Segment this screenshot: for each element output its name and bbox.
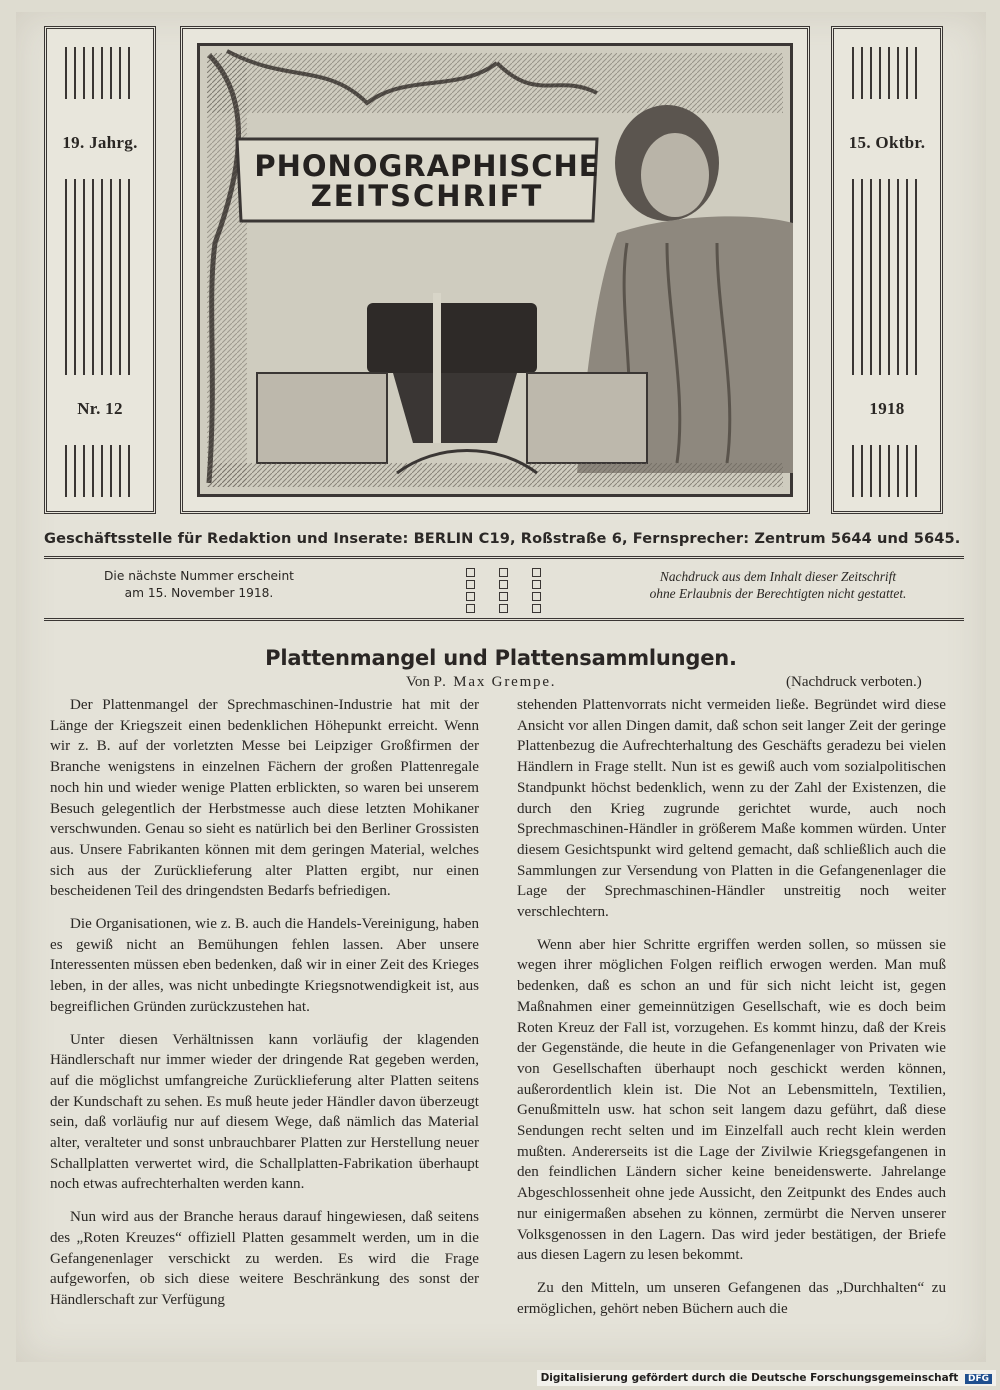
digitization-credit [537,1370,996,1386]
reprint-notice-line1: Nachdruck aus dem Inhalt dieser Zeitschrift [659,569,897,584]
year-label: 1918 [869,399,905,418]
stripe-ornament [852,179,922,375]
reprint-notice [608,568,948,602]
article-title: Plattenmangel und Plattensammlungen. [265,646,737,670]
office-address: Geschäftsstelle für Redaktion und Inserate: BERLIN C19, Roßstraße 6, Fernsprecher: Zentrum 5644 und 5645. [44,530,961,547]
newspaper-page [16,12,986,1362]
stripe-ornament [65,179,135,375]
issue-label: Nr. 12 [77,399,123,418]
masthead-right-panel [831,26,943,514]
divider-rule [44,618,964,621]
article-paragraph: stehenden Plattenvorrats nicht vermeiden ließe. Begründet wird diese Ansicht vor allen Dingen damit, daß schon seit langer Zeit der geringe Plattenbezug die Aufrechterhaltung des Geschäfts geradezu bei vielen Händlern in Frage stellt. Nun ist es gewiß auch vom sozialpolitischen Standpunkt höchst bedenklich, wenn zu der Zahl der Existenzen, die durch den Krieg zugrunde gerichtet wurde, auch noch Sprechmaschinen-Händler in größerem Maße kommen würden. Unter diesem Gesichtspunkt wird geltend gemacht, daß schließlich auch die Sammlungen zur Versendung von Platten in die Gefangenenlager die Lage der Sprechmaschinen-Händler unstreitig noch weiter verschlechtern. [517,697,946,921]
article-column-left [50,695,479,1311]
masthead-illustration [197,43,793,497]
credit-text: Digitalisierung gefördert durch die Deutsche Forschungsgemeinschaft [540,1372,959,1384]
stripe-ornament [65,445,135,497]
volume-label: 19. Jahrg. [62,133,138,152]
reprint-forbidden-note: (Nachdruck verboten.) [786,674,922,690]
masthead-title [253,151,601,212]
article-byline [406,674,556,691]
article-paragraph: Nun wird aus der Branche heraus darauf hingewiesen, daß seitens des „Roten Kreuzes“ offiziell Platten gesammelt werden, um in die Gefangenenlager verschickt zu werden. Es wird die Frage aufgeworfen, ob sich diese weitere Beschränkung des sonst der Händlerschaft zur Verfügung [50,1209,479,1308]
reprint-notice-line2: ohne Erlaubnis der Berechtigten nicht gestattet. [649,586,907,601]
box-ornament [466,568,541,613]
masthead-left-panel [44,26,156,514]
article-column-right [517,695,946,1319]
article-paragraph: Der Plattenmangel der Sprechmaschinen-Industrie hat mit der Länge der Kriegszeit einen bedenklichen Höhepunkt erreicht. Wenn wir z. B. auf der vorletzten Messe bei Leipziger Großfirmen der Branche wenigstens in einzelnen Fächern der großen Plattenregale noch hin und wieder wenige Platten erblickten, so waren bei unserem Besuch gelegentlich der Herbstmesse auch diese letzten Mohikaner verschwunden. Genau so sieht es natürlich bei den Berliner Grossisten aus. Unsere Fabrikanten können mit dem geringen Material, welches sich aus der Zurücklieferung alter Platten ergibt, nur einen bescheidenen Teil des dringendsten Bedarfs befriedigen. [50,697,479,900]
next-issue-line2: am 15. November 1918. [124,586,274,600]
article-paragraph: Wenn aber hier Schritte ergriffen werden sollen, so müssen sie wegen ihrer möglichen Folgen reiflich erwogen werden. Man muß bedenken, daß es schon an und für sich nicht leicht ist, gegen Maßnahmen einer gemeinnützigen Gesellschaft, wie es doch beim Roten Kreuz der Fall ist, vorzugehen. Es kommt hinzu, daß der Kreis der Gegenstände, die heute in die Gefangenenlager von Privaten wie von Gesellschaften überhaupt noch geschickt werden können, außerordentlich klein ist. Die Not an Lebensmitteln, Textilien, Genußmitteln usw. hat schon seit langem dazu geführt, daß diese Sendungen recht selten und im Einzelfall auch recht klein werden mußten. Andererseits ist die Lage der Zivilwie Kriegsgefangenen in den feindlichen Ländern sicher keine beneidenswerte. Jahrelange Abgeschlossenheit ohne jede Aussicht, den Zeitpunkt des Endes auch nur einigermaßen absehen zu können, zermürbt die Nerven unserer Volksgenossen in den Lagern. Das wird jeder bestätigen, der Briefe aus diesen Lagern zu lesen bekommt. [517,936,946,1264]
article-paragraph: Zu den Mitteln, um unseren Gefangenen das „Durchhalten“ zu ermöglichen, gehört neben Büchern auch die [517,1279,946,1317]
byline-prefix: Von [406,674,430,690]
author-name: P. Max Grempe. [433,674,557,690]
masthead-title-line2: ZEITSCHRIFT [310,179,544,214]
masthead-title-line1: PHONOGRAPHISCHE [254,149,600,183]
date-label: 15. Oktbr. [848,133,926,152]
next-issue-line1: Die nächste Nummer erscheint [104,569,294,583]
stripe-ornament [852,47,922,99]
article-paragraph: Die Organisationen, wie z. B. auch die Handels-Vereinigung, haben es gewiß nicht an Bemühungen fehlen lassen. Aber unsere Interessenten müssen eben bedenken, daß wir in einer Zeit des Krieges leben, in der alles, was nicht unbedingte Kriegsnotwendigkeit ist, aus begreiflichen Gründen zurückzustehen hat. [50,916,479,1015]
article-paragraph: Unter diesen Verhältnissen kann vorläufig der klagenden Händlerschaft nur immer wieder der dringende Rat gegeben werden, auf die möglichst umfangreiche Zurücklieferung alter Platten seitens der Kundschaft zu sehen. Es muß heute jeder Händler davon überzeugt sein, daß vorläufig nur auf diesem Wege, daß nämlich das Material alter, veralteter und sonst unbrauchbarer Platten zur Herstellung neuer Schallplatten verwertet wird, die Schallplatten-Fabrikation überhaupt noch etwas aufrechterhalten werden kann. [50,1031,479,1193]
next-issue-notice [64,568,334,602]
dfg-logo: DFG [965,1374,992,1384]
stripe-ornament [65,47,135,99]
stripe-ornament [852,445,922,497]
art-nouveau-illustration [197,43,793,497]
masthead-illustration-panel [180,26,810,514]
divider-rule [44,556,964,559]
